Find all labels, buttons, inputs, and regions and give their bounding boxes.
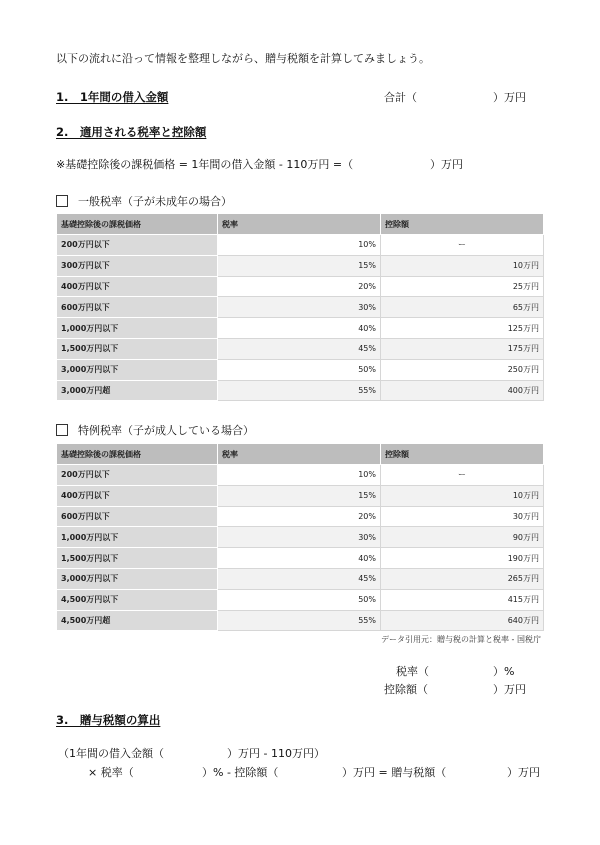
table-row: [57, 276, 544, 297]
section2-heading: 2. 適用される税率と控除額: [56, 125, 207, 139]
bracket-cell: 1,000万円以下: [57, 318, 218, 339]
table-row: [57, 527, 544, 548]
special-rate-option[interactable]: [56, 422, 254, 438]
rate-cell: 55%: [218, 610, 381, 631]
rate-cell: 45%: [218, 568, 381, 589]
table-row: [57, 359, 544, 380]
special-rate-checkbox[interactable]: [56, 424, 68, 436]
col-header-rate: 税率: [218, 214, 381, 235]
bracket-cell: 1,500万円以下: [57, 548, 218, 569]
table-row: [57, 610, 544, 631]
rate-cell: 40%: [218, 548, 381, 569]
deduction-answer-suffix: ）万円: [493, 683, 526, 696]
deduction-cell: 415万円: [381, 589, 544, 610]
general-rate-checkbox[interactable]: [56, 195, 68, 207]
bracket-cell: 400万円以下: [57, 276, 218, 297]
taxable-formula-prefix: ※基礎控除後の課税価格 = 1年間の借入金額 - 110万円 =（: [56, 158, 354, 171]
deduction-cell: 265万円: [381, 568, 544, 589]
data-source-note: データ引用元：贈与税の計算と税率 - 国税庁: [381, 635, 541, 644]
general-rate-label: 一般税率（子が未成年の場合）: [78, 195, 232, 208]
deduction-cell: 250万円: [381, 359, 544, 380]
rate-cell: 50%: [218, 589, 381, 610]
table-row: [57, 380, 544, 401]
table-row: [57, 506, 544, 527]
bracket-cell: 300万円以下: [57, 255, 218, 276]
col-header-taxable: 基礎控除後の課税価格: [57, 214, 218, 235]
deduction-cell: ー: [381, 235, 544, 256]
deduction-cell: 65万円: [381, 297, 544, 318]
deduction-cell: 10万円: [381, 255, 544, 276]
table-row: [57, 318, 544, 339]
deduction-cell: 25万円: [381, 276, 544, 297]
deduction-cell: 125万円: [381, 318, 544, 339]
general-rate-table: [56, 213, 544, 401]
calc-line1-prefix: （1年間の借入金額（: [58, 747, 164, 760]
rate-cell: 20%: [218, 276, 381, 297]
bracket-cell: 4,500万円以下: [57, 589, 218, 610]
bracket-cell: 3,000万円以下: [57, 568, 218, 589]
table-row: [57, 568, 544, 589]
rate-cell: 15%: [218, 485, 381, 506]
total-prefix: 合計（: [384, 91, 417, 104]
rate-answer-prefix: 税率（: [396, 665, 429, 678]
calc-line2-mid1: ）% - 控除額（: [202, 766, 279, 779]
intro-text: 以下の流れに沿って情報を整理しながら、贈与税額を計算してみましょう。: [56, 52, 430, 65]
rate-cell: 55%: [218, 380, 381, 401]
deduction-cell: 400万円: [381, 380, 544, 401]
deduction-cell: 30万円: [381, 506, 544, 527]
special-rate-label: 特例税率（子が成人している場合）: [78, 424, 254, 437]
rate-cell: 10%: [218, 235, 381, 256]
deduction-cell: 190万円: [381, 548, 544, 569]
calc-line2-suffix: ）万円: [507, 766, 540, 779]
deduction-cell: ー: [381, 465, 544, 486]
general-rate-option[interactable]: [56, 193, 232, 209]
section3-heading: 3. 贈与税額の算出: [56, 713, 161, 727]
bracket-cell: 4,500万円超: [57, 610, 218, 631]
deduction-answer-prefix: 控除額（: [384, 683, 428, 696]
rate-cell: 30%: [218, 297, 381, 318]
table-row: [57, 235, 544, 256]
total-suffix: ）万円: [493, 91, 526, 104]
calc-line2-mid2: ）万円 = 贈与税額（: [342, 766, 447, 779]
col-header-deduction: 控除額: [381, 444, 544, 465]
rate-cell: 50%: [218, 359, 381, 380]
bracket-cell: 1,000万円以下: [57, 527, 218, 548]
table-row: [57, 548, 544, 569]
calc-line1-suffix: ）万円 - 110万円）: [227, 747, 325, 760]
bracket-cell: 600万円以下: [57, 506, 218, 527]
rate-answer-suffix: ）%: [493, 665, 515, 678]
section1-heading: 1. 1年間の借入金額: [56, 90, 169, 104]
rate-cell: 20%: [218, 506, 381, 527]
col-header-rate: 税率: [218, 444, 381, 465]
table-row: [57, 589, 544, 610]
taxable-formula-suffix: ）万円: [430, 158, 463, 171]
rate-cell: 15%: [218, 255, 381, 276]
bracket-cell: 200万円以下: [57, 235, 218, 256]
table-row: [57, 465, 544, 486]
rate-cell: 40%: [218, 318, 381, 339]
col-header-deduction: 控除額: [381, 214, 544, 235]
bracket-cell: 1,500万円以下: [57, 338, 218, 359]
table-row: [57, 338, 544, 359]
bracket-cell: 400万円以下: [57, 485, 218, 506]
deduction-cell: 90万円: [381, 527, 544, 548]
table-row: [57, 255, 544, 276]
bracket-cell: 3,000万円超: [57, 380, 218, 401]
table-row: [57, 485, 544, 506]
rate-cell: 45%: [218, 338, 381, 359]
deduction-cell: 640万円: [381, 610, 544, 631]
bracket-cell: 3,000万円以下: [57, 359, 218, 380]
table-row: [57, 297, 544, 318]
rate-cell: 10%: [218, 465, 381, 486]
bracket-cell: 200万円以下: [57, 465, 218, 486]
col-header-taxable: 基礎控除後の課税価格: [57, 444, 218, 465]
special-rate-table: [56, 443, 544, 631]
deduction-cell: 10万円: [381, 485, 544, 506]
deduction-cell: 175万円: [381, 338, 544, 359]
rate-cell: 30%: [218, 527, 381, 548]
calc-line2-prefix: × 税率（: [88, 766, 134, 779]
bracket-cell: 600万円以下: [57, 297, 218, 318]
